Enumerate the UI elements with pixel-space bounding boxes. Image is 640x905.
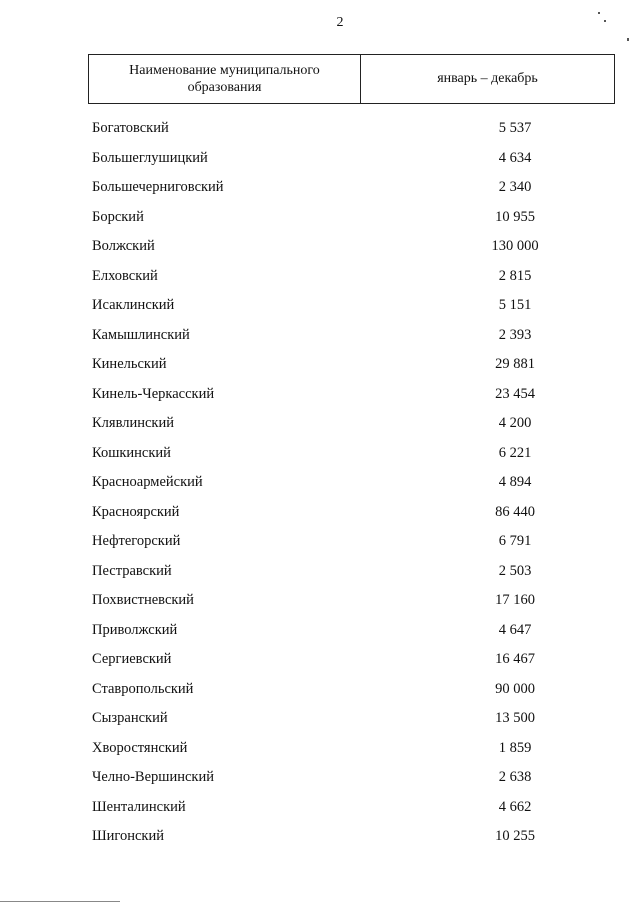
period-value: 4 200 [498,415,532,432]
table-row [92,114,612,144]
period-value: 2 393 [498,326,532,343]
period-value: 2 638 [498,769,532,786]
period-value: 10 255 [495,828,535,845]
period-value: 29 881 [495,356,535,373]
table-row [92,616,612,646]
column-header-period: январь – декабрь [437,71,538,86]
municipality-name: Большечерниговский [92,179,224,196]
period-value: 86 440 [495,503,535,520]
period-value: 2 503 [498,562,532,579]
table-row [92,822,612,852]
municipality-name: Приволжский [92,621,178,638]
table-row [92,734,612,764]
table-row [92,380,612,410]
table-row [92,173,612,203]
table-row [92,350,612,380]
municipality-name: Исаклинский [92,297,175,314]
municipality-name: Сергиевский [92,651,172,668]
table-row [92,409,612,439]
period-value: 6 221 [498,444,532,461]
municipality-name: Кошкинский [92,444,171,461]
period-value: 5 151 [498,297,532,314]
table-row [92,498,612,528]
period-value: 5 537 [498,120,532,137]
municipality-name: Хворостянский [92,739,188,756]
municipality-name: Богатовский [92,120,169,137]
municipality-name: Пестравский [92,562,172,579]
table-row [92,586,612,616]
scan-edge-line [0,901,120,902]
scan-speck [627,38,629,41]
table-row [92,144,612,174]
table-row [92,763,612,793]
table-row [92,203,612,233]
municipality-name: Шигонский [92,828,164,845]
period-value: 4 662 [498,798,532,815]
municipality-name: Кинельский [92,356,167,373]
municipality-name: Шенталинский [92,798,186,815]
municipality-name: Челно-Вершинский [92,769,214,786]
table-row [92,675,612,705]
municipality-name: Красноярский [92,503,180,520]
period-value: 10 955 [495,208,535,225]
municipality-name: Похвистневский [92,592,194,609]
period-value: 4 634 [498,149,532,166]
table-row [92,232,612,262]
table-row [92,468,612,498]
municipality-name: Клявлинский [92,415,174,432]
period-value: 2 815 [498,267,532,284]
period-value: 90 000 [495,680,535,697]
table-row [92,291,612,321]
page-number: 2 [336,15,344,30]
period-value: 1 859 [498,739,532,756]
municipality-name: Борский [92,208,144,225]
period-value: 2 340 [498,179,532,196]
period-value: 13 500 [495,710,535,727]
table-row [92,527,612,557]
table-row [92,557,612,587]
municipality-name: Елховский [92,267,158,284]
table-row [92,704,612,734]
table-row [92,645,612,675]
period-value: 17 160 [495,592,535,609]
municipality-name: Волжский [92,238,155,255]
period-value: 23 454 [495,385,535,402]
municipality-name: Большеглушицкий [92,149,208,166]
scan-speck [604,20,606,22]
table-body [92,114,612,852]
period-value: 4 894 [498,474,532,491]
table-row [92,439,612,469]
table-row [92,793,612,823]
column-header-municipality: Наименование муниципального образования [89,55,361,103]
table-row [92,321,612,351]
municipality-name: Сызранский [92,710,168,727]
period-value: 16 467 [495,651,535,668]
period-value: 130 000 [491,238,539,255]
period-value: 6 791 [498,533,532,550]
period-value: 4 647 [498,621,532,638]
municipality-name: Ставропольский [92,680,194,697]
municipality-name: Нефтегорский [92,533,181,550]
municipality-name: Камышлинский [92,326,190,343]
table-header [88,54,615,104]
municipality-name: Красноармейский [92,474,203,491]
table-row [92,262,612,292]
scan-speck [598,12,600,14]
municipality-name: Кинель-Черкасский [92,385,215,402]
